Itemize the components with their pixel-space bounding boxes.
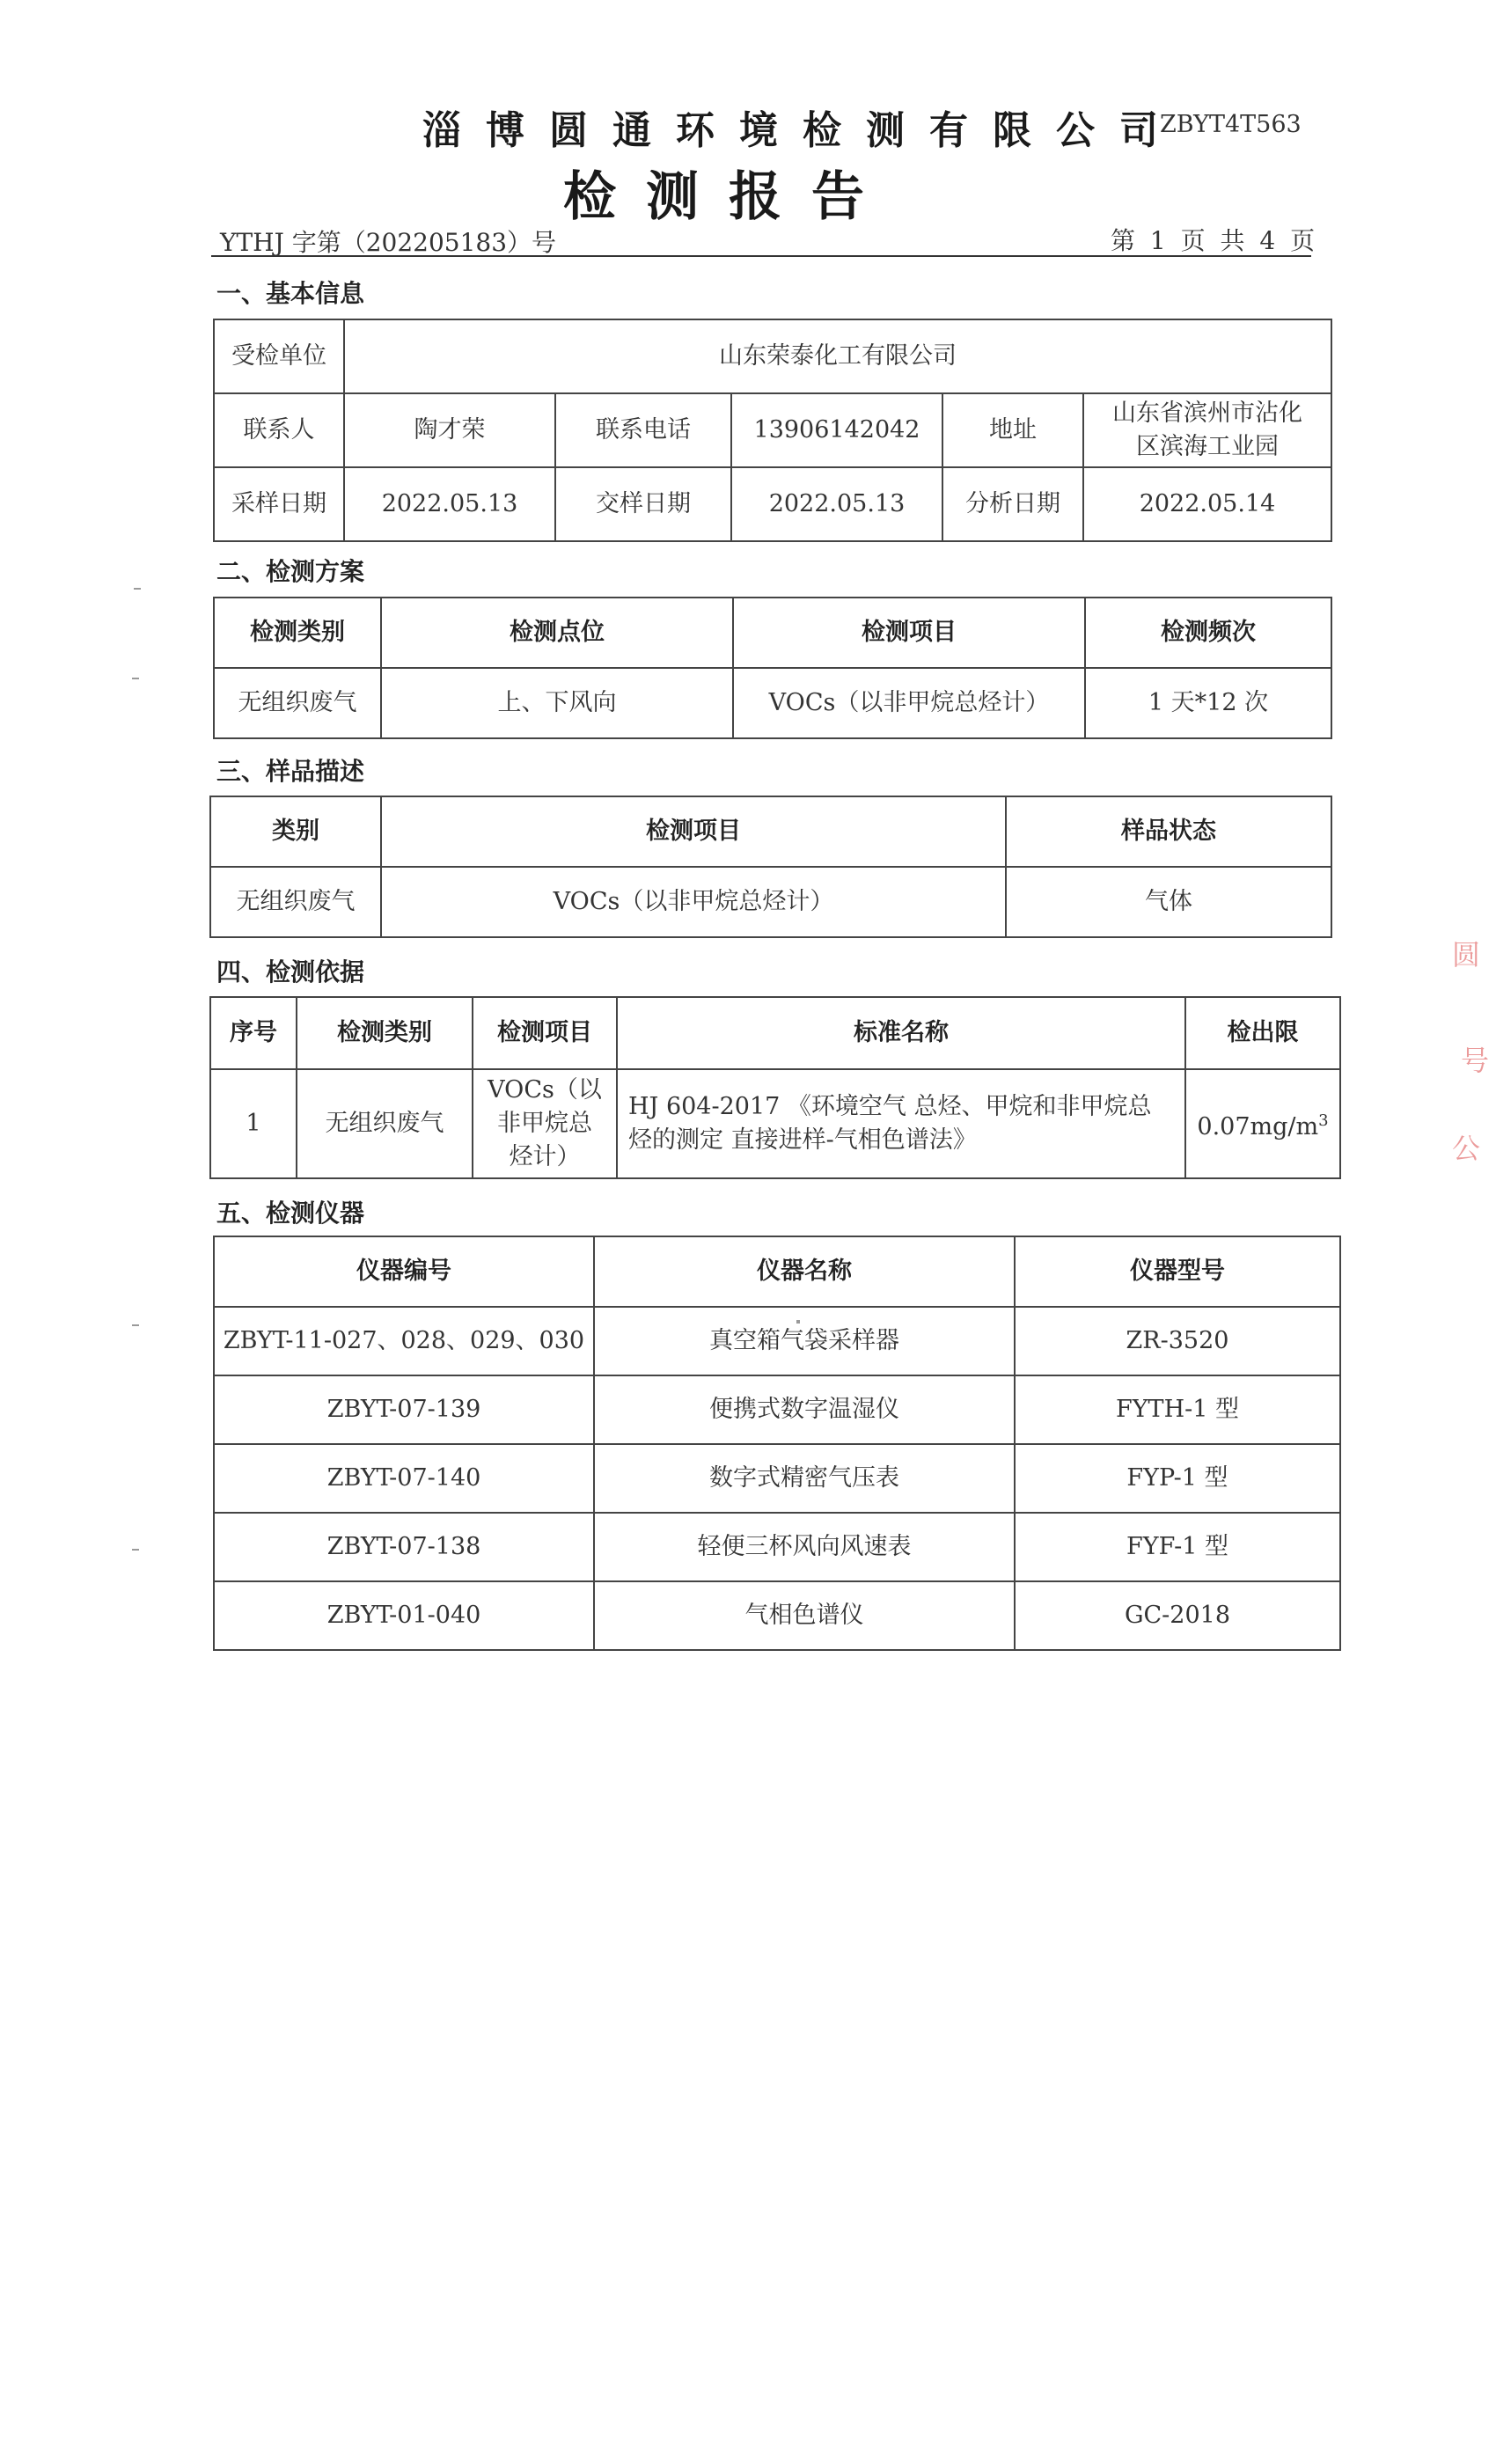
sampling-date-label: 采样日期 — [214, 467, 344, 541]
instrument-model: GC-2018 — [1015, 1581, 1340, 1650]
plan-frequency: 1 天*12 次 — [1085, 668, 1331, 738]
basis-header: 检测项目 — [473, 997, 617, 1069]
instruments-header: 仪器型号 — [1015, 1236, 1340, 1307]
instrument-id: ZBYT-01-040 — [214, 1581, 594, 1650]
basis-standard-line: 烃的测定 直接进样-气相色谱法》 — [628, 1126, 977, 1154]
basis-limit-sup: 3 — [1318, 1111, 1329, 1130]
basis-header: 检出限 — [1185, 997, 1340, 1069]
report-title: 检测报告 — [563, 166, 894, 228]
plan-header: 检测项目 — [733, 598, 1085, 668]
instrument-model: FYF-1 型 — [1015, 1513, 1340, 1581]
scan-speck — [132, 1549, 139, 1551]
table-row — [210, 1069, 1340, 1178]
instrument-name: 气相色谱仪 — [594, 1581, 1015, 1650]
plan-table — [213, 597, 1332, 739]
table-row — [214, 598, 1331, 668]
table-row — [210, 796, 1331, 867]
seal-char: 号 — [1461, 1044, 1490, 1077]
section-title-plan: 二、检测方案 — [216, 557, 365, 586]
sample-item: VOCs（以非甲烷总烃计） — [381, 867, 1006, 937]
address-line: 山东省滨州市沾化 — [1112, 400, 1302, 427]
section-title-sample: 三、样品描述 — [216, 757, 365, 786]
unit-label: 受检单位 — [214, 319, 344, 393]
document-number: YTHJ 字第（202205183）号 — [220, 228, 557, 257]
sample-table — [209, 796, 1332, 938]
basis-item-line: 烃计） — [509, 1143, 581, 1170]
instruments-header: 仪器编号 — [214, 1236, 594, 1307]
plan-item: VOCs（以非甲烷总烃计） — [733, 668, 1085, 738]
analysis-date-value: 2022.05.14 — [1083, 467, 1331, 541]
phone-value: 13906142042 — [731, 393, 942, 467]
instrument-model: FYTH-1 型 — [1015, 1375, 1340, 1444]
instrument-name: 轻便三杯风向风速表 — [594, 1513, 1015, 1581]
contact-label: 联系人 — [214, 393, 344, 467]
plan-header: 检测点位 — [381, 598, 733, 668]
instruments-header: 仪器名称 — [594, 1236, 1015, 1307]
table-row — [214, 467, 1331, 541]
table-row — [214, 1444, 1340, 1513]
scan-speck — [796, 1320, 800, 1324]
instrument-id: ZBYT-07-139 — [214, 1375, 594, 1444]
table-row — [214, 1513, 1340, 1581]
instruments-table — [213, 1236, 1341, 1651]
instrument-model: ZR-3520 — [1015, 1307, 1340, 1375]
basis-header: 序号 — [210, 997, 297, 1069]
table-row — [210, 997, 1340, 1069]
company-name: 淄博圆通环境检测有限公司 — [422, 108, 1183, 153]
delivery-date-label: 交样日期 — [555, 467, 731, 541]
basis-seq: 1 — [210, 1069, 297, 1178]
section-title-basic-info: 一、基本信息 — [216, 279, 365, 308]
instrument-id: ZBYT-07-138 — [214, 1513, 594, 1581]
instrument-name: 便携式数字温湿仪 — [594, 1375, 1015, 1444]
basis-standard — [617, 1069, 1185, 1178]
phone-label: 联系电话 — [555, 393, 731, 467]
basic-info-table — [213, 319, 1332, 542]
section-title-instruments: 五、检测仪器 — [216, 1199, 365, 1228]
seal-char: 公 — [1452, 1132, 1481, 1165]
table-row — [214, 319, 1331, 393]
instrument-model: FYP-1 型 — [1015, 1444, 1340, 1513]
scan-speck — [134, 588, 141, 590]
plan-header: 检测频次 — [1085, 598, 1331, 668]
basis-header: 标准名称 — [617, 997, 1185, 1069]
sample-category: 无组织废气 — [210, 867, 381, 937]
table-row — [214, 393, 1331, 467]
address-line: 区滨海工业园 — [1136, 433, 1279, 460]
report-code: ZBYT4T563 — [1160, 111, 1302, 138]
table-row — [214, 668, 1331, 738]
unit-value: 山东荣泰化工有限公司 — [344, 319, 1331, 393]
basis-standard-line: HJ 604-2017 《环境空气 总烃、甲烷和非甲烷总 — [628, 1093, 1152, 1120]
address-label: 地址 — [942, 393, 1083, 467]
basis-limit-value: 0.07mg/m — [1197, 1112, 1319, 1140]
basis-category: 无组织废气 — [297, 1069, 473, 1178]
header-rule — [211, 255, 1311, 257]
analysis-date-label: 分析日期 — [942, 467, 1083, 541]
scan-speck — [132, 678, 139, 679]
sample-header: 样品状态 — [1006, 796, 1331, 867]
instrument-id: ZBYT-11-027、028、029、030 — [214, 1307, 594, 1375]
plan-point: 上、下风向 — [381, 668, 733, 738]
sample-header: 检测项目 — [381, 796, 1006, 867]
plan-category: 无组织废气 — [214, 668, 381, 738]
instrument-id: ZBYT-07-140 — [214, 1444, 594, 1513]
contact-value: 陶才荣 — [344, 393, 555, 467]
basis-limit — [1185, 1069, 1340, 1178]
plan-header: 检测类别 — [214, 598, 381, 668]
basis-item-line: 非甲烷总 — [497, 1110, 592, 1137]
basis-header: 检测类别 — [297, 997, 473, 1069]
table-row — [214, 1307, 1340, 1375]
table-row — [214, 1375, 1340, 1444]
basis-item — [473, 1069, 617, 1178]
sample-header: 类别 — [210, 796, 381, 867]
basis-table — [209, 996, 1341, 1179]
section-title-basis: 四、检测依据 — [216, 957, 365, 986]
sampling-date-value: 2022.05.13 — [344, 467, 555, 541]
table-row — [210, 867, 1331, 937]
basis-item-line: VOCs（以 — [488, 1076, 602, 1104]
instrument-name: 真空箱气袋采样器 — [594, 1307, 1015, 1375]
delivery-date-value: 2022.05.13 — [731, 467, 942, 541]
instrument-name: 数字式精密气压表 — [594, 1444, 1015, 1513]
scan-speck — [132, 1324, 139, 1326]
table-row — [214, 1236, 1340, 1307]
seal-char: 圆 — [1452, 938, 1481, 972]
address-value — [1083, 393, 1331, 467]
page-number: 第 1 页 共 4 页 — [1111, 226, 1316, 255]
seal-stamp — [1452, 915, 1496, 1179]
sample-state: 气体 — [1006, 867, 1331, 937]
table-row — [214, 1581, 1340, 1650]
